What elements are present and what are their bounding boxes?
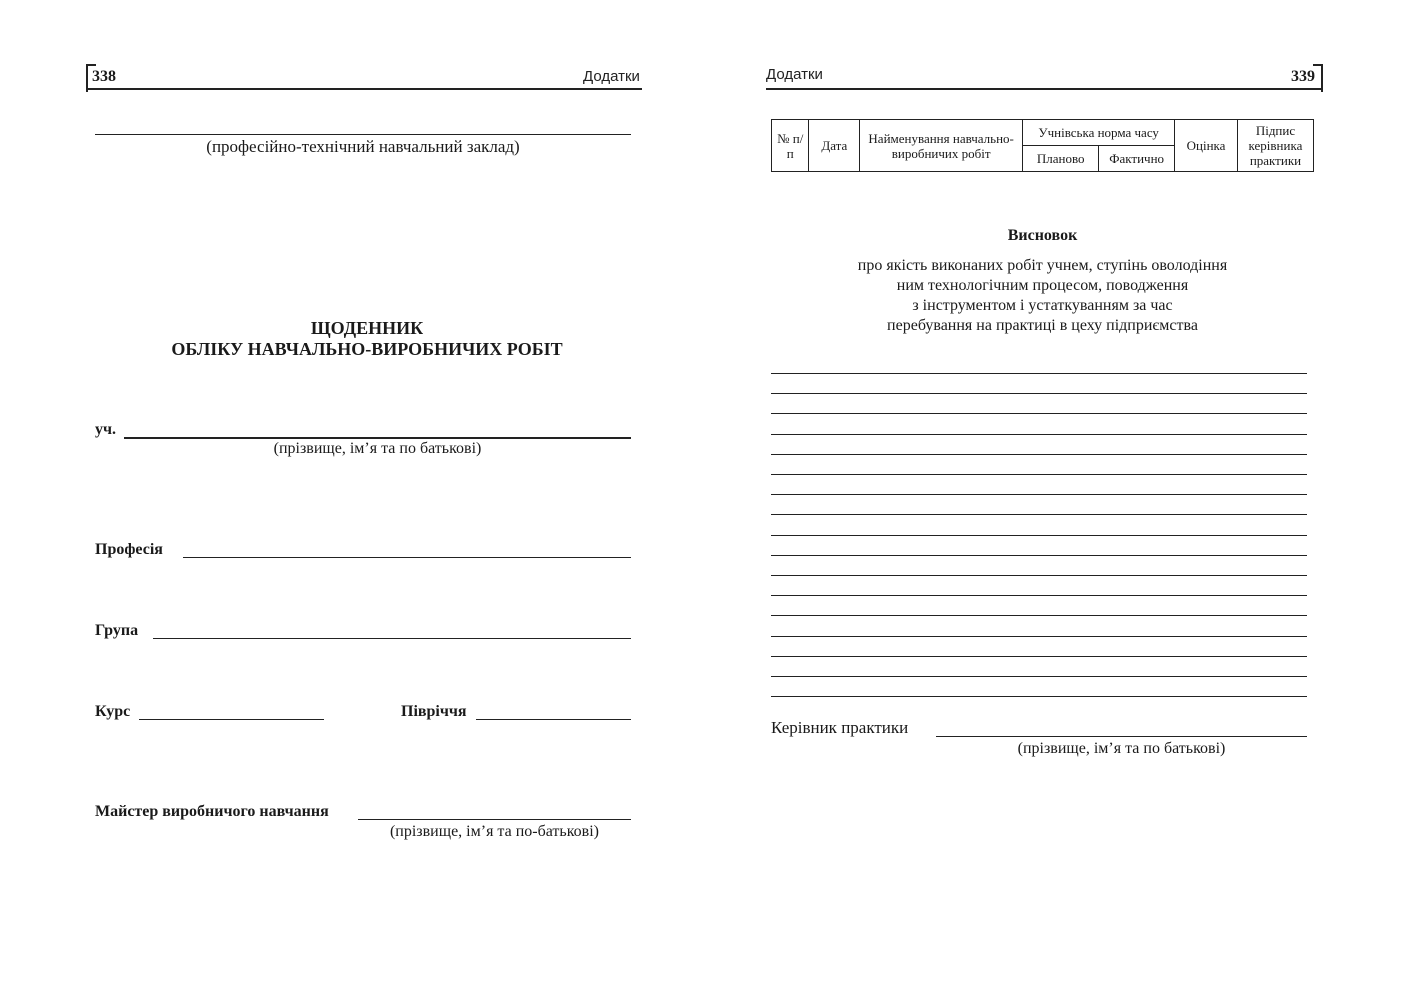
running-header: Додатки xyxy=(766,66,823,83)
conclusion-title: Висновок xyxy=(1007,227,1078,244)
student-caption: (прізвище, ім’я та по батькові) xyxy=(273,440,482,457)
conclusion-writing-line[interactable] xyxy=(771,373,1307,374)
conclusion-line: ним технологічним процесом, поводження xyxy=(896,277,1189,294)
conclusion-writing-line[interactable] xyxy=(771,413,1307,414)
group-line[interactable] xyxy=(153,638,631,639)
col-signature-header: Підпис керівника практики xyxy=(1237,120,1313,172)
conclusion-writing-line[interactable] xyxy=(771,535,1307,536)
course-label: Курс xyxy=(95,703,131,720)
supervisor-caption: (прізвище, ім’я та по батькові) xyxy=(1017,740,1226,757)
col-grade-header: Оцінка xyxy=(1175,120,1238,172)
conclusion-writing-line[interactable] xyxy=(771,575,1307,576)
master-caption: (прізвище, ім’я та по-батькові) xyxy=(389,823,600,840)
conclusion-writing-line[interactable] xyxy=(771,494,1307,495)
conclusion-writing-line[interactable] xyxy=(771,656,1307,657)
conclusion-writing-line[interactable] xyxy=(771,595,1307,596)
conclusion-writing-line[interactable] xyxy=(771,474,1307,475)
conclusion-writing-line[interactable] xyxy=(771,393,1307,394)
col-time-norm-header: Учнівська норма часу xyxy=(1023,120,1175,146)
group-label: Група xyxy=(95,622,139,639)
diary-subtitle: ОБЛІКУ НАВЧАЛЬНО-ВИРОБНИЧИХ РОБІТ xyxy=(171,339,563,359)
conclusion-line: про якість виконаних робіт учнем, ступінь оволодіння xyxy=(857,257,1228,274)
col-date-header: Дата xyxy=(809,120,860,172)
conclusion-writing-line[interactable] xyxy=(771,555,1307,556)
supervisor-name-line[interactable] xyxy=(936,736,1307,737)
student-label: уч. xyxy=(95,421,117,438)
conclusion-line: перебування на практиці в цеху підприємства xyxy=(887,317,1198,334)
conclusion-line: з інструментом і устаткуванням за час xyxy=(912,297,1173,314)
col-actual-header: Фактично xyxy=(1099,146,1175,172)
conclusion-writing-line[interactable] xyxy=(771,636,1307,637)
conclusion-writing-line[interactable] xyxy=(771,514,1307,515)
master-label: Майстер виробничого навчання xyxy=(95,803,329,820)
conclusion-writing-line[interactable] xyxy=(771,696,1307,697)
conclusion-writing-line[interactable] xyxy=(771,676,1307,677)
conclusion-writing-line[interactable] xyxy=(771,454,1307,455)
semester-line[interactable] xyxy=(476,719,631,720)
header-rule xyxy=(766,88,1323,90)
conclusion-description xyxy=(771,256,1314,336)
profession-line[interactable] xyxy=(183,557,631,558)
col-work-name-header: Найменування навчально-виробничих робіт xyxy=(860,120,1023,172)
conclusion-writing-line[interactable] xyxy=(771,434,1307,435)
institution-caption: (професійно-технічний навчальний заклад) xyxy=(206,137,520,156)
supervisor-label: Керівник практики xyxy=(771,718,909,737)
profession-label: Професія xyxy=(95,541,163,558)
work-log-table xyxy=(771,119,1314,172)
semester-label: Півріччя xyxy=(401,703,467,720)
page-number: 338 xyxy=(92,68,116,85)
conclusion-writing-line[interactable] xyxy=(771,615,1307,616)
header-rule xyxy=(86,88,642,90)
diary-title: ЩОДЕННИК xyxy=(310,318,424,338)
student-name-line[interactable] xyxy=(124,437,631,439)
col-number-header: № п/п xyxy=(772,120,809,172)
page-number: 339 xyxy=(1291,68,1315,85)
running-header: Додатки xyxy=(583,68,640,85)
master-name-line[interactable] xyxy=(358,819,631,820)
institution-line[interactable] xyxy=(95,134,631,135)
course-line[interactable] xyxy=(139,719,324,720)
col-planned-header: Планово xyxy=(1023,146,1099,172)
